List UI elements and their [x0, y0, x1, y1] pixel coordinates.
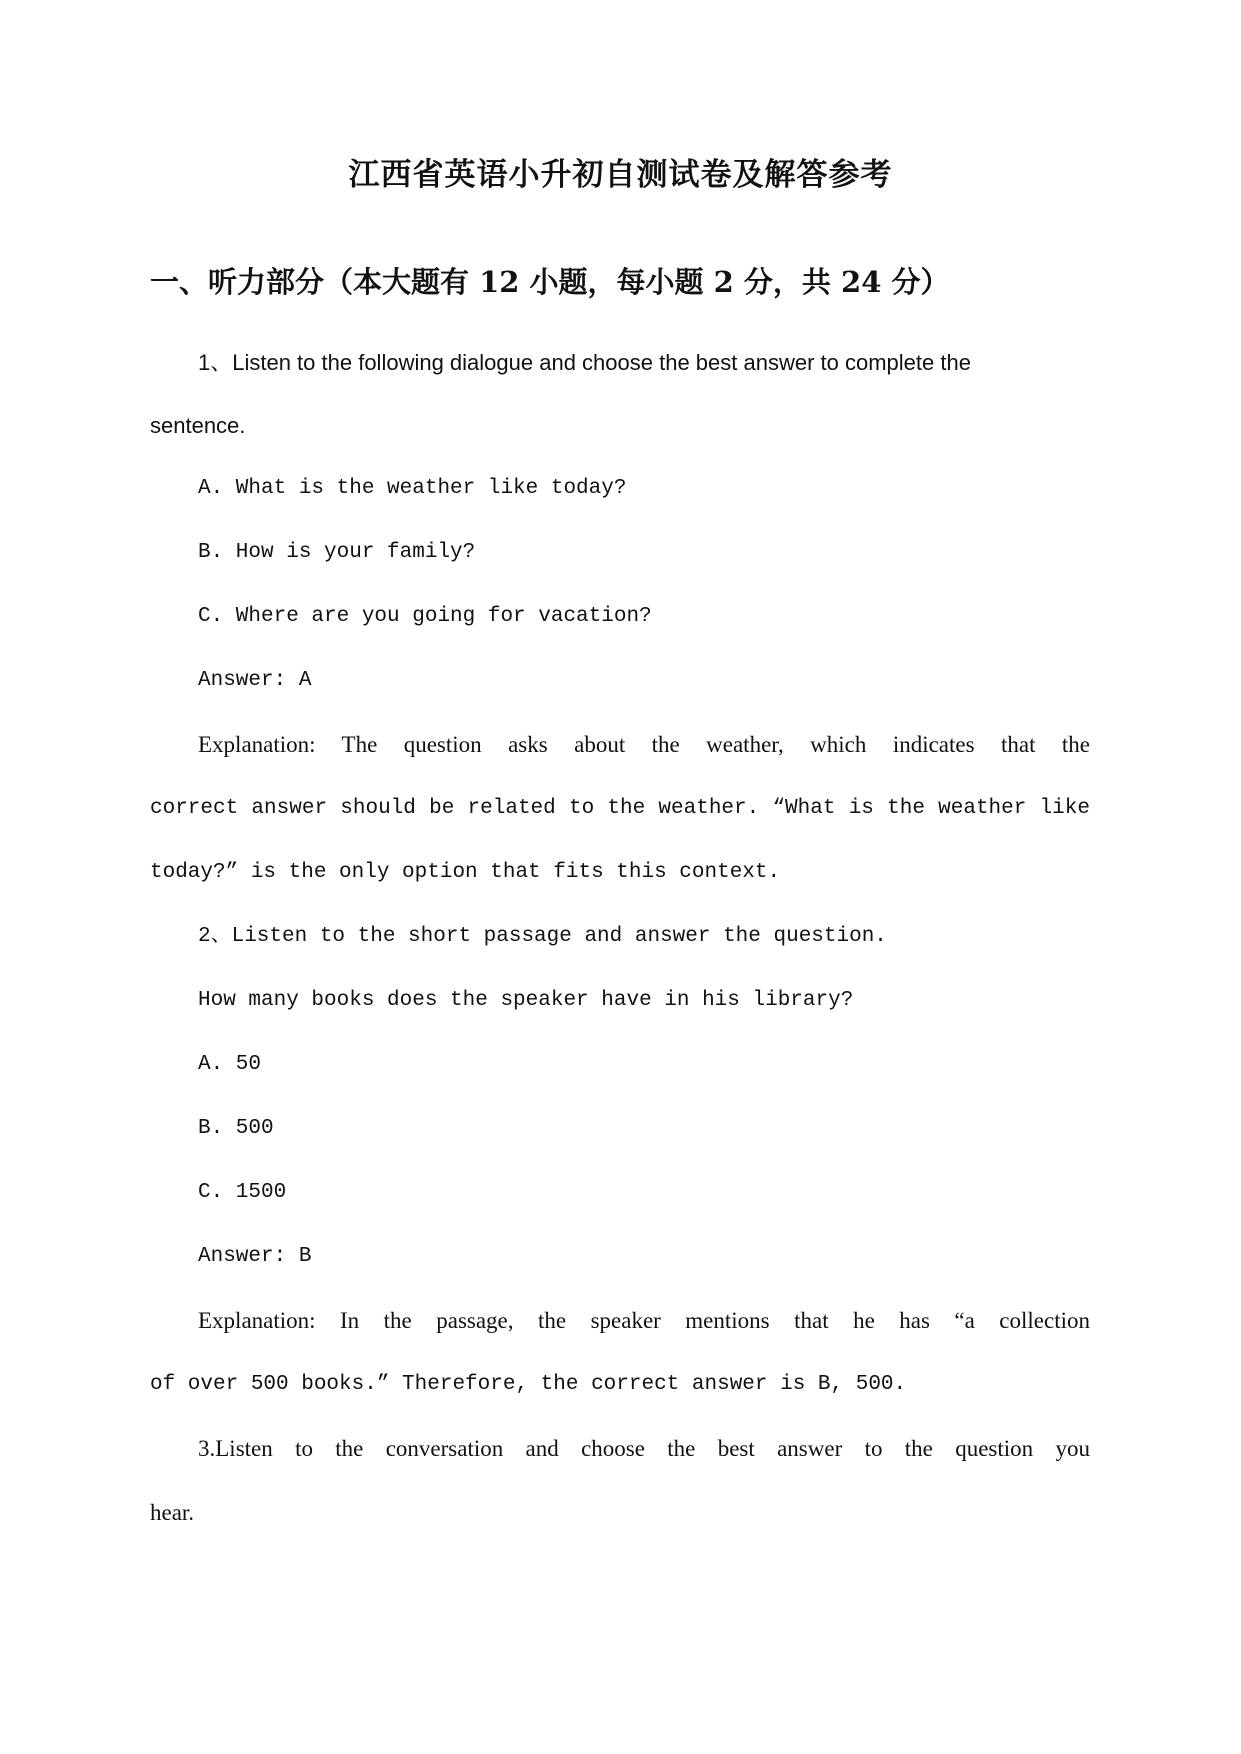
section-heading-listening: 一、听力部分（本大题有 12 小题，每小题 2 分，共 24 分） — [150, 265, 950, 299]
q1-answer: Answer: A — [198, 669, 312, 692]
q1-option-b: B. How is your family? — [198, 541, 476, 564]
q3-stem-line2: hear. — [150, 1500, 195, 1525]
q2-explanation-line1: Explanation: In the passage, the speaker mentions that he has “a collection — [198, 1308, 1090, 1333]
q1-explanation-line1: Explanation: The question asks about the weather, which indicates that the — [198, 732, 1090, 757]
q1-stem-line2: sentence. — [150, 413, 246, 438]
q1-explanation-line3: today?” is the only option that fits this context. — [150, 861, 781, 884]
q1-option-a: A. What is the weather like today? — [198, 477, 627, 500]
q2-answer: Answer: B — [198, 1245, 312, 1268]
q3-stem-line1: 3.Listen to the conversation and choose the best answer to the question you — [198, 1436, 1090, 1461]
q2-option-b: B. 500 — [198, 1117, 274, 1140]
q1-explanation-line2: correct answer should be related to the weather. “What is the weather like — [150, 797, 1090, 820]
q2-option-a: A. 50 — [198, 1053, 262, 1076]
q1-option-c: C. Where are you going for vacation? — [198, 605, 652, 628]
q2-stem: 2、Listen to the short passage and answer the question. — [198, 925, 887, 948]
q1-stem-line1: 1、Listen to the following dialogue and choose the best answer to complete the — [198, 350, 971, 375]
q2-question: How many books does the speaker have in his library? — [198, 989, 854, 1012]
q2-explanation-line2: of over 500 books.” Therefore, the correct answer is B, 500. — [150, 1373, 907, 1396]
q2-option-c: C. 1500 — [198, 1181, 287, 1204]
page-title: 江西省英语小升初自测试卷及解答参考 — [348, 157, 893, 193]
